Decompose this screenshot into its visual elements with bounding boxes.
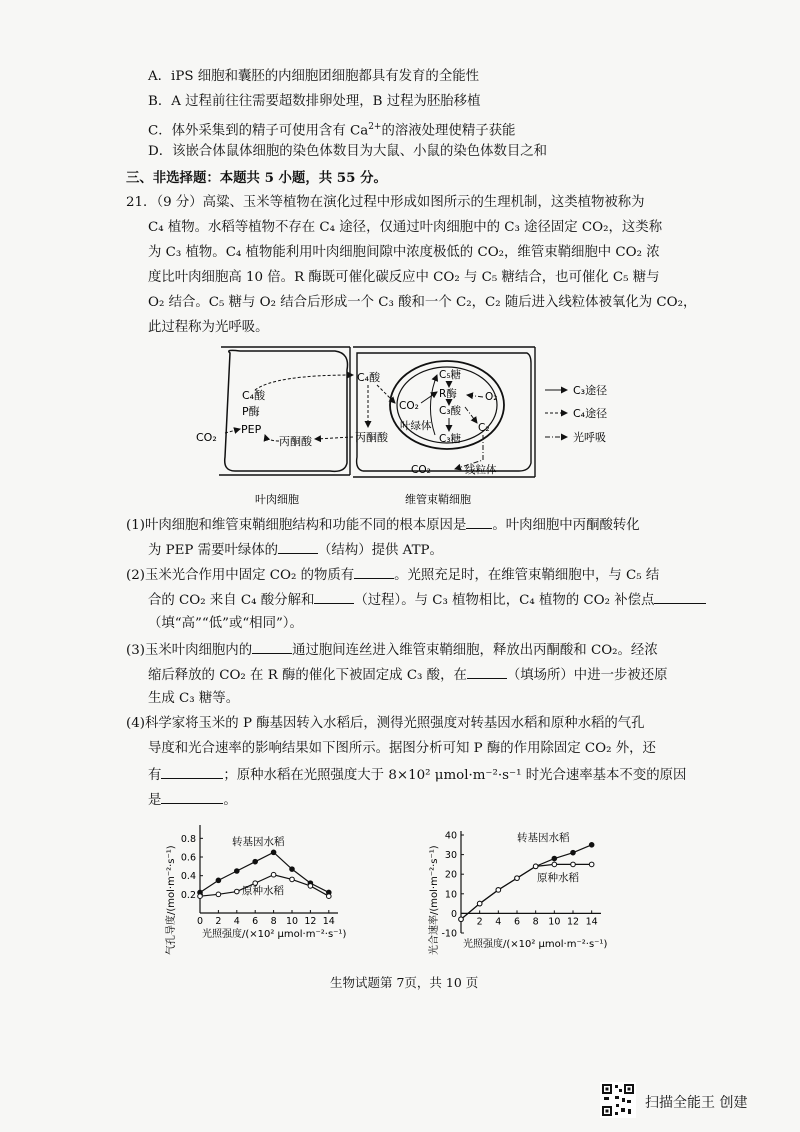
chart1-xtick-label: 10 xyxy=(548,916,561,928)
chart1-ylabel: 光合速率/(mol·m⁻²·s⁻¹) xyxy=(429,845,440,955)
answer-blank-8[interactable] xyxy=(161,766,223,779)
chart0-point-0-5 xyxy=(290,867,295,872)
chart0-point-1-7 xyxy=(327,894,332,899)
chart1-ytick-label: 0 xyxy=(450,908,457,920)
answer-blank-5[interactable] xyxy=(654,591,706,604)
mitochondrion-label: 线粒体 xyxy=(465,464,497,476)
q21-intro-6: 此过程称为光呼吸。 xyxy=(148,320,269,335)
chart0-xtick-label: 12 xyxy=(304,916,317,927)
section-heading: 三、非选择题：本题共 5 小题，共 55 分。 xyxy=(126,170,387,186)
legend-c3-label: C₃途径 xyxy=(573,384,608,397)
chart0-ytick-label: 0.6 xyxy=(180,852,196,864)
answer-blank-9[interactable] xyxy=(161,791,223,804)
page-footer: 生物试题第 7页，共 10 页 xyxy=(330,975,479,990)
pyruvate-bundle-label: 丙酮酸 xyxy=(355,431,388,444)
caption-bundle-sheath: 维管束鞘细胞 xyxy=(405,493,471,506)
chart1-point-0-7 xyxy=(589,843,594,848)
chart1-xtick-label: 4 xyxy=(495,916,502,928)
chart0-legend-transgenic: 转基因水稻 xyxy=(232,836,285,848)
option-a: A．iPS 细胞和囊胚的内细胞团细胞都具有发育的全能性 xyxy=(148,69,479,84)
q21-sub2-line1: (2)玉米光合作用中固定 CO₂ 的物质有 。光照充足时，在维管束鞘细胞中，与 C₅ 结 xyxy=(126,568,660,583)
chart1-legend-transgenic: 转基因水稻 xyxy=(517,832,570,844)
scanner-watermark: 扫描全能王 创建 xyxy=(645,1095,748,1111)
q21-intro-4: 度比叶肉细胞高 10 倍。R 酶既可催化碳反应中 CO₂ 与 C₅ 糖结合，也可催化 C₅ 糖与 xyxy=(148,270,660,285)
q21-sub4-line3: 有 ；原种水稻在光照强度大于 8×10² μmol·m⁻²·s⁻¹ 时光合速率基本不变的原因 xyxy=(148,768,687,783)
qr-code-icon xyxy=(600,1082,636,1118)
chart0-point-1-3 xyxy=(253,881,258,886)
c4-acid-top-label: C₄酸 xyxy=(357,371,381,384)
chart1-point-1-2 xyxy=(496,888,501,893)
co2-chloroplast-label: CO₂ xyxy=(399,400,419,412)
answer-blank-7[interactable] xyxy=(467,666,507,679)
chart1-ytick-label: 40 xyxy=(444,830,457,842)
chart1-xtick-label: 8 xyxy=(532,916,539,928)
q21-sub4-line1: (4)科学家将玉米的 P 酶基因转入水稻后，测得光照强度对转基因水稻和原种水稻的气孔 xyxy=(126,716,645,731)
answer-blank-4[interactable] xyxy=(314,591,354,604)
q21-sub2-line3: （填“高”“低”或“相同”）。 xyxy=(148,616,303,631)
chart0-ylabel: 气孔导度/(mol·m⁻²·s⁻¹) xyxy=(166,845,177,955)
p-enzyme-label: P酶 xyxy=(242,405,260,418)
chart1-point-1-5 xyxy=(552,862,557,867)
chart1-point-1-0 xyxy=(459,917,464,922)
pyruvate-mesophyll-label: 丙酮酸 xyxy=(279,435,312,448)
chart0-legend-wild: 原种水稻 xyxy=(242,885,284,897)
photosynthesis-rate-chart xyxy=(425,815,625,965)
chart0-point-1-2 xyxy=(235,889,240,894)
answer-blank-6[interactable] xyxy=(252,641,292,654)
chart0-point-1-4 xyxy=(271,872,276,877)
q21-sub3-line2: 缩后释放的 CO₂ 在 R 酶的催化下被固定成 C₃ 酸，在 （填场所）中进一步被还原 xyxy=(148,668,668,683)
q21-sub1-line2: 为 PEP 需要叶绿体的 （结构）提供 ATP。 xyxy=(148,543,443,558)
q21-sub4-line4: 是 。 xyxy=(148,793,237,808)
c4-pathway-diagram xyxy=(185,345,645,510)
chart1-xtick-label: 14 xyxy=(585,916,598,928)
chart0-xlabel: 光照强度/(×10² μmol·m⁻²·s⁻¹) xyxy=(202,929,347,940)
chart0-xtick-label: 10 xyxy=(285,916,299,927)
q21-sub3-line3: 生成 C₃ 糖等。 xyxy=(148,691,240,706)
chart1-point-1-6 xyxy=(571,862,576,867)
q21-intro-1: 21．（9 分）高粱、玉米等植物在演化过程中形成如图所示的生理机制，这类植物被称为 xyxy=(126,195,645,210)
r-enzyme-label: R酶 xyxy=(439,388,457,400)
legend-photorespiration-label: 光呼吸 xyxy=(573,431,606,444)
chart0-xtick-label: 2 xyxy=(215,916,222,927)
option-d: D．该嵌合体鼠体细胞的染色体数目为大鼠、小鼠的染色体数目之和 xyxy=(148,144,548,159)
chart1-ytick-label: 10 xyxy=(444,889,457,901)
option-b: B．A 过程前往往需要超数排卵处理，B 过程为胚胎移植 xyxy=(148,94,481,109)
c5-sugar-label: C₅糖 xyxy=(439,369,462,381)
chart0-point-1-6 xyxy=(308,884,313,889)
chart1-point-0-6 xyxy=(571,850,576,855)
chart1-point-1-3 xyxy=(515,876,520,881)
chart1-point-1-7 xyxy=(589,862,594,867)
chart0-xtick-label: 8 xyxy=(270,916,277,927)
chart0-xtick-label: 0 xyxy=(196,916,204,927)
chart0-ytick-label: 0.4 xyxy=(180,871,196,883)
chart1-ytick-label: 20 xyxy=(444,869,457,881)
pep-label: PEP xyxy=(241,423,262,436)
chloroplast-label: 叶绿体 xyxy=(400,420,432,432)
chart1-point-1-4 xyxy=(533,864,538,869)
q21-intro-3: 为 C₃ 植物。C₄ 植物能利用叶肉细胞间隙中浓度极低的 CO₂，维管束鞘细胞中 CO₂ 浓 xyxy=(148,245,660,260)
chart1-ytick-label: -10 xyxy=(441,928,457,940)
q21-sub3-line1: (3)玉米叶肉细胞内的 通过胞间连丝进入维管束鞘细胞，释放出丙酮酸和 CO₂。经浓 xyxy=(126,643,658,658)
answer-blank-1[interactable] xyxy=(466,516,492,529)
co2-mito-label: CO₂ xyxy=(411,464,431,476)
chart0-point-0-1 xyxy=(216,878,221,883)
chart0-ytick-label: 0.2 xyxy=(180,889,196,901)
chart1-xtick-label: 6 xyxy=(513,916,521,928)
legend-c4-label: C₄途径 xyxy=(573,407,608,420)
chart1-xlabel: 光照强度/(×10² μmol·m⁻²·s⁻¹) xyxy=(463,939,608,950)
q21-intro-2: C₄ 植物。水稻等植物不存在 C₄ 途径，仅通过叶肉细胞中的 C₃ 途径固定 CO₂，这类称 xyxy=(148,220,663,235)
chart1-point-0-5 xyxy=(552,856,557,861)
q21-sub2-line2: 合的 CO₂ 来自 C₄ 酸分解和 （过程）。与 C₃ 植物相比，C₄ 植物的 CO₂ 补偿点 xyxy=(148,591,706,609)
c3-acid-label: C₃酸 xyxy=(439,405,462,417)
c4-acid-left-label: C₄酸 xyxy=(242,389,266,402)
caption-mesophyll: 叶肉细胞 xyxy=(255,493,299,506)
chart0-ytick-label: 0.8 xyxy=(180,833,196,845)
chart0-point-0-4 xyxy=(271,850,276,855)
chart0-point-1-0 xyxy=(198,894,203,899)
chart0-point-0-2 xyxy=(235,869,240,874)
answer-blank-2[interactable] xyxy=(278,541,318,554)
co2-left-label: CO₂ xyxy=(196,431,217,444)
chart0-point-0-3 xyxy=(253,859,258,864)
c3-sugar-label: C₃糖 xyxy=(439,433,462,445)
chart0-xtick-label: 14 xyxy=(322,916,335,927)
q21-sub4-line2: 导度和光合速率的影响结果如下图所示。据图分析可知 P 酶的作用除固定 CO₂ 外，还 xyxy=(148,741,656,756)
answer-blank-3[interactable] xyxy=(354,566,394,579)
o2-label: O₂ xyxy=(485,391,498,403)
q21-intro-5: O₂ 结合。C₅ 糖与 O₂ 结合后形成一个 C₃ 酸和一个 C₂，C₂ 随后进入线粒体被氧化为 CO₂， xyxy=(148,295,697,310)
chart1-ytick-label: 30 xyxy=(444,850,457,862)
chart0-point-1-1 xyxy=(216,892,221,897)
chart0-xtick-label: 4 xyxy=(233,916,240,927)
q21-sub1-line1: (1)叶肉细胞和维管束鞘细胞结构和功能不同的根本原因是 。叶肉细胞中丙酮酸转化 xyxy=(126,518,640,533)
stomatal-conductance-chart xyxy=(162,815,362,965)
option-c: C．体外采集到的精子可使用含有 $Ca^{2+}$的溶液处理使精子获能 xyxy=(148,122,516,139)
chart1-legend-wild: 原种水稻 xyxy=(537,872,579,884)
chart1-xtick-label: 2 xyxy=(476,916,483,928)
chart0-xtick-label: 6 xyxy=(252,916,259,927)
chart1-point-1-1 xyxy=(477,901,482,906)
chart0-point-1-5 xyxy=(290,877,295,882)
chart1-xtick-label: 12 xyxy=(566,916,580,928)
c2-label: C₂ xyxy=(478,422,490,434)
